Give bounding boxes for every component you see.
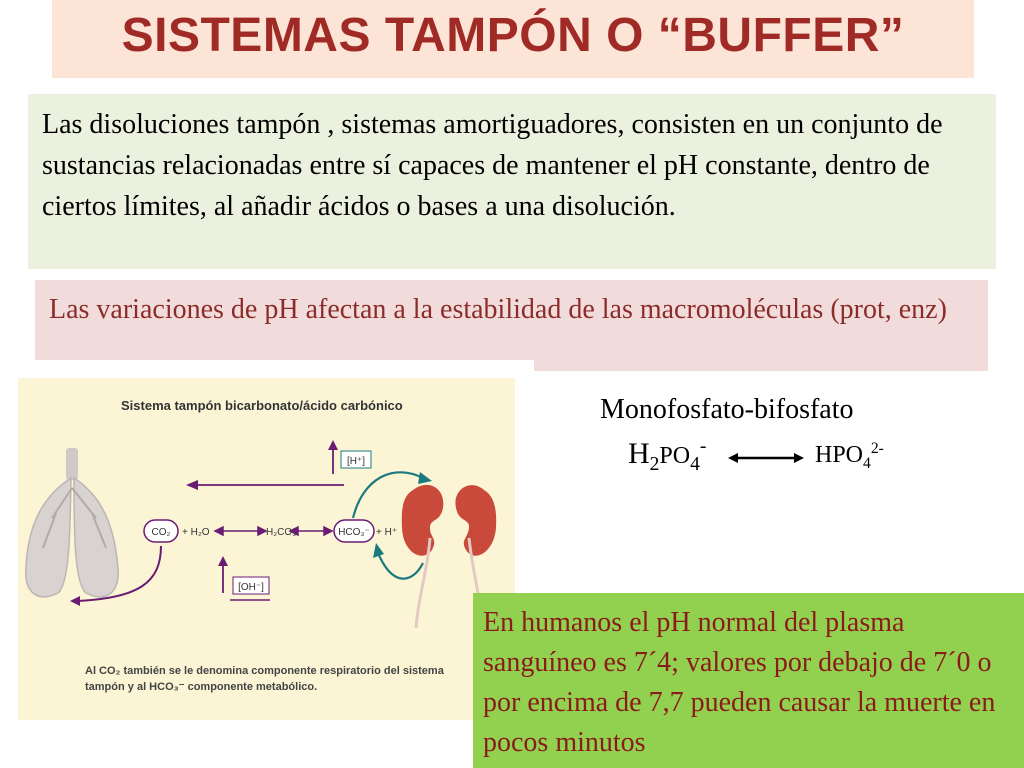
h2o-label: + H₂O: [182, 527, 210, 538]
h-arrow-left: [186, 480, 344, 490]
diagram-caption: Al CO₂ también se le denomina componente respiratorio del sistema tampón y al HCO₃⁻ componente metabólico.: [85, 665, 444, 693]
human-ph-box: [473, 593, 1024, 768]
phosphate-left-formula: [628, 436, 706, 476]
human-ph-text: En humanos el pH normal del plasma sanguíneo es 7´4; valores por debajo de 7´0 o por encima de 7,7 pueden causar la muerte en pocos minutos: [483, 607, 996, 758]
oh-label: [OH⁻]: [238, 582, 264, 593]
h2co3-label: H₂CO₃: [266, 527, 297, 538]
formula-sup: 2-: [870, 440, 884, 457]
h-up-arrow: [328, 440, 338, 474]
formula-sub: 4: [863, 454, 871, 472]
definition-text: Las disoluciones tampón , sistemas amortiguadores, consisten en un conjunto de sustancias relacionadas entre sí capaces de mantener el pH constante, dentro de ciertos límites, al añadir ácidos o bases a una disolución.: [42, 109, 943, 222]
h-label: [H⁺]: [346, 456, 366, 467]
double-arrow-icon: [728, 448, 804, 468]
lungs-icon: [26, 448, 118, 597]
co2-label: CO₂: [151, 527, 171, 538]
formula-sup: -: [699, 436, 707, 457]
formula-part: HPO: [815, 442, 864, 468]
formula-sub: 2: [649, 454, 660, 475]
slide-title: SISTEMAS TAMPÓN O “BUFFER”: [121, 9, 905, 62]
bicarbonate-diagram: [18, 378, 515, 720]
oh-up-arrow: [218, 556, 228, 593]
phosphate-right-formula: [815, 440, 884, 473]
definition-box: [28, 94, 996, 269]
title-banner: [52, 0, 974, 78]
formula-part: H: [628, 437, 650, 470]
formula-part: PO: [659, 443, 691, 469]
hplus-label: + H⁺: [376, 527, 398, 538]
hco3-label: HCO₃⁻: [338, 527, 370, 538]
formula-sub: 4: [690, 454, 700, 475]
phosphate-title: Monofosfato-bifosfato: [600, 394, 854, 425]
ph-note-box: [35, 280, 988, 371]
white-overlay: [18, 360, 534, 380]
ph-note-text: Las variaciones de pH afectan a la estabilidad de las macromoléculas (prot, enz): [49, 294, 947, 325]
teal-arrow-lower: [378, 553, 423, 579]
diagram-title: Sistema tampón bicarbonato/ácido carbónico: [121, 398, 403, 413]
